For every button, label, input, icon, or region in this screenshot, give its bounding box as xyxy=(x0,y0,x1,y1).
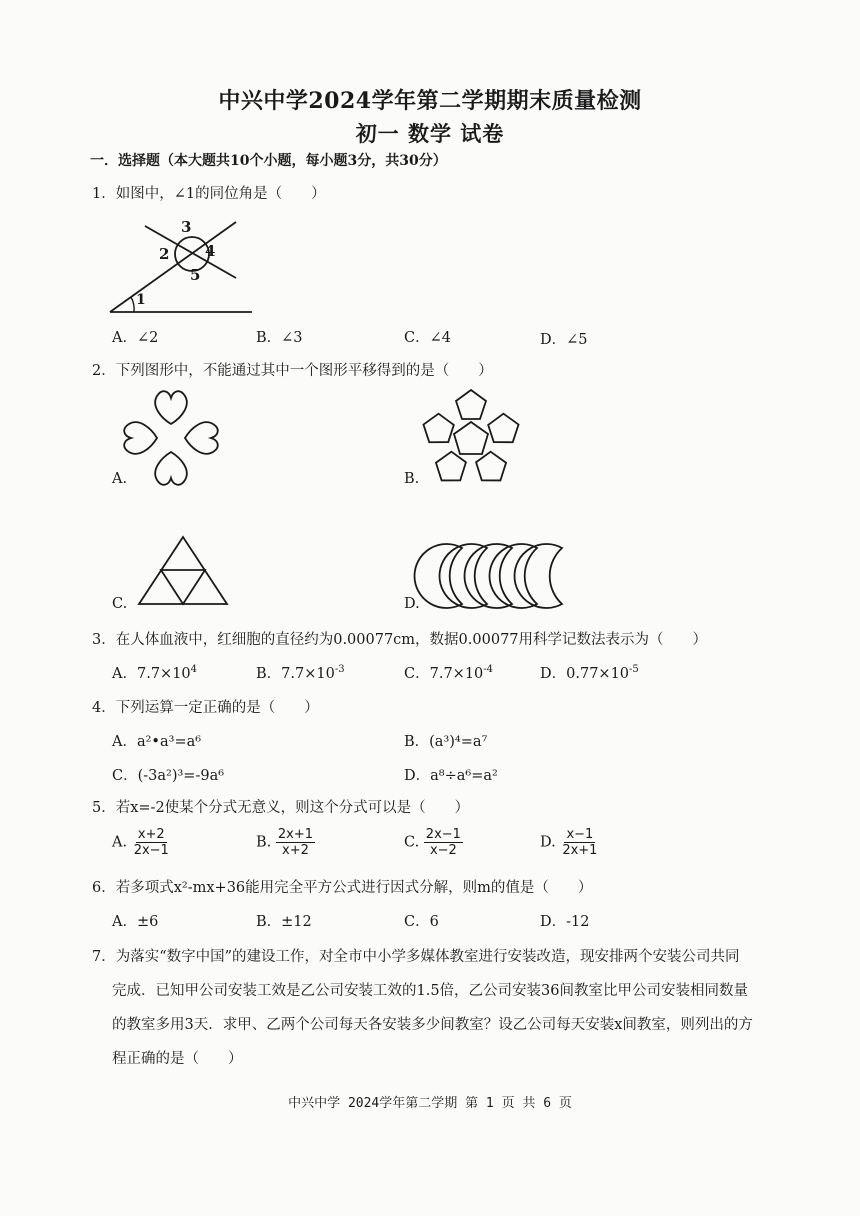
q5-d-fraction xyxy=(560,827,599,858)
q3-option-b[interactable] xyxy=(256,662,345,683)
q6-option-b[interactable]: B．±12 xyxy=(256,914,312,930)
q5-c-numerator: 2x−1 xyxy=(425,827,461,842)
q5-a-letter: A. xyxy=(112,834,128,851)
q2-option-a[interactable]: A. xyxy=(112,471,128,487)
q5-option-a[interactable] xyxy=(112,827,171,858)
q5-option-c[interactable] xyxy=(404,827,463,858)
q3-b-letter: B． xyxy=(256,666,282,682)
q6-option-a[interactable]: A．±6 xyxy=(112,914,159,930)
q3-option-d[interactable] xyxy=(540,662,639,683)
q5-option-d[interactable] xyxy=(540,827,599,858)
q5-b-numerator: 2x+1 xyxy=(277,827,314,842)
q5-a-numerator: x+2 xyxy=(137,827,165,842)
question-7-line-3: 的教室多用3天．求甲、乙两个公司每天各安装多少间教室？设乙公司每天安装x间教室，则列出的方 xyxy=(112,1017,753,1033)
angle-label-1: 1 xyxy=(136,292,146,308)
question-6-stem: 6．若多项式x²-mx+36能用完全平方公式进行因式分解，则m的值是（ ） xyxy=(92,880,593,896)
exam-subtitle: 初一 数学 试卷 xyxy=(355,121,505,146)
question-7-line-2: 完成．已知甲公司安装工效是乙公司安装工效的1.5倍，乙公司安装36间教室比甲公司安装相同数量 xyxy=(112,983,749,999)
q5-a-denominator: 2x−1 xyxy=(133,843,169,858)
q4-option-d[interactable]: D．a⁸÷a⁶=a² xyxy=(404,768,498,784)
q1-option-d[interactable]: D．∠5 xyxy=(540,332,588,348)
q5-d-letter: D. xyxy=(540,834,556,851)
q3-c-letter: C． xyxy=(404,666,430,682)
question-7-line-4: 程正确的是（ ） xyxy=(112,1051,243,1067)
question-4-stem: 4．下列运算一定正确的是（ ） xyxy=(92,700,319,716)
q2-option-c[interactable]: C. xyxy=(112,596,128,612)
q3-d-base: 0.77×10 xyxy=(566,666,630,682)
angle-label-2: 2 xyxy=(159,245,170,263)
q3-d-letter: D． xyxy=(540,666,567,682)
exam-title: 中兴中学2024学年第二学期期末质量检测 xyxy=(218,88,642,114)
question-7-line-1: 7．为落实“数字中国”的建设工作，对全市中小学多媒体教室进行安装改造，现安排两个安装公司共同 xyxy=(92,949,740,965)
q3-a-letter: A． xyxy=(112,666,137,682)
q3-c-exp: -4 xyxy=(483,664,494,676)
q5-d-denominator: 2x+1 xyxy=(562,843,598,858)
question-5-stem: 5．若x=-2使某个分式无意义，则这个分式可以是（ ） xyxy=(92,800,470,816)
q5-b-fraction xyxy=(276,827,315,858)
angle-label-4: 4 xyxy=(205,242,216,260)
q1-option-b[interactable]: B．∠3 xyxy=(256,330,303,346)
q4-option-b[interactable]: B．(a³)⁴=a⁷ xyxy=(404,734,488,750)
q5-option-b[interactable] xyxy=(256,827,315,858)
q3-d-exp: -5 xyxy=(629,664,639,676)
q2-option-d[interactable]: D. xyxy=(404,596,420,612)
angle-label-3: 3 xyxy=(181,218,192,236)
q5-c-fraction xyxy=(424,827,463,858)
q1-option-a[interactable]: A．∠2 xyxy=(112,330,159,346)
q1-option-c[interactable]: C．∠4 xyxy=(404,330,451,346)
q6-option-c[interactable]: C．6 xyxy=(404,914,439,930)
q4-option-c[interactable]: C．(-3a²)³=-9a⁶ xyxy=(112,768,225,784)
q4-option-a[interactable]: A．a²•a³=a⁶ xyxy=(112,734,202,750)
q5-c-denominator: x−2 xyxy=(429,843,457,858)
page-footer: 中兴中学 2024学年第二学期 第 1 页 共 6 页 xyxy=(288,1096,572,1111)
q3-b-base: 7.7×10 xyxy=(281,666,335,682)
q3-b-exp: -3 xyxy=(334,664,345,676)
q2-option-b[interactable]: B. xyxy=(404,471,420,487)
q5-b-denominator: x+2 xyxy=(282,843,309,858)
q3-option-c[interactable] xyxy=(404,662,493,683)
q3-a-base: 7.7×10 xyxy=(136,666,191,682)
section-heading: 一．选择题（本大题共10个小题，每小题3分，共30分） xyxy=(90,153,447,169)
angle-label-5: 5 xyxy=(190,266,201,284)
question-1-stem: 1．如图中，∠1的同位角是（ ） xyxy=(92,186,326,202)
q5-a-fraction xyxy=(132,827,171,858)
q5-d-numerator: x−1 xyxy=(566,827,594,842)
q5-c-letter: C. xyxy=(404,834,420,851)
q6-option-d[interactable]: D．-12 xyxy=(540,914,590,930)
q5-b-letter: B. xyxy=(256,834,272,851)
q3-option-a[interactable] xyxy=(112,662,197,683)
question-2-stem: 2．下列图形中，不能通过其中一个图形平移得到的是（ ） xyxy=(92,363,493,379)
question-3-stem: 3．在人体血液中，红细胞的直径约为0.00077cm，数据0.00077用科学记数法表示为（ ） xyxy=(92,632,708,648)
q3-a-exp: 4 xyxy=(190,664,198,676)
q3-c-base: 7.7×10 xyxy=(429,666,484,682)
